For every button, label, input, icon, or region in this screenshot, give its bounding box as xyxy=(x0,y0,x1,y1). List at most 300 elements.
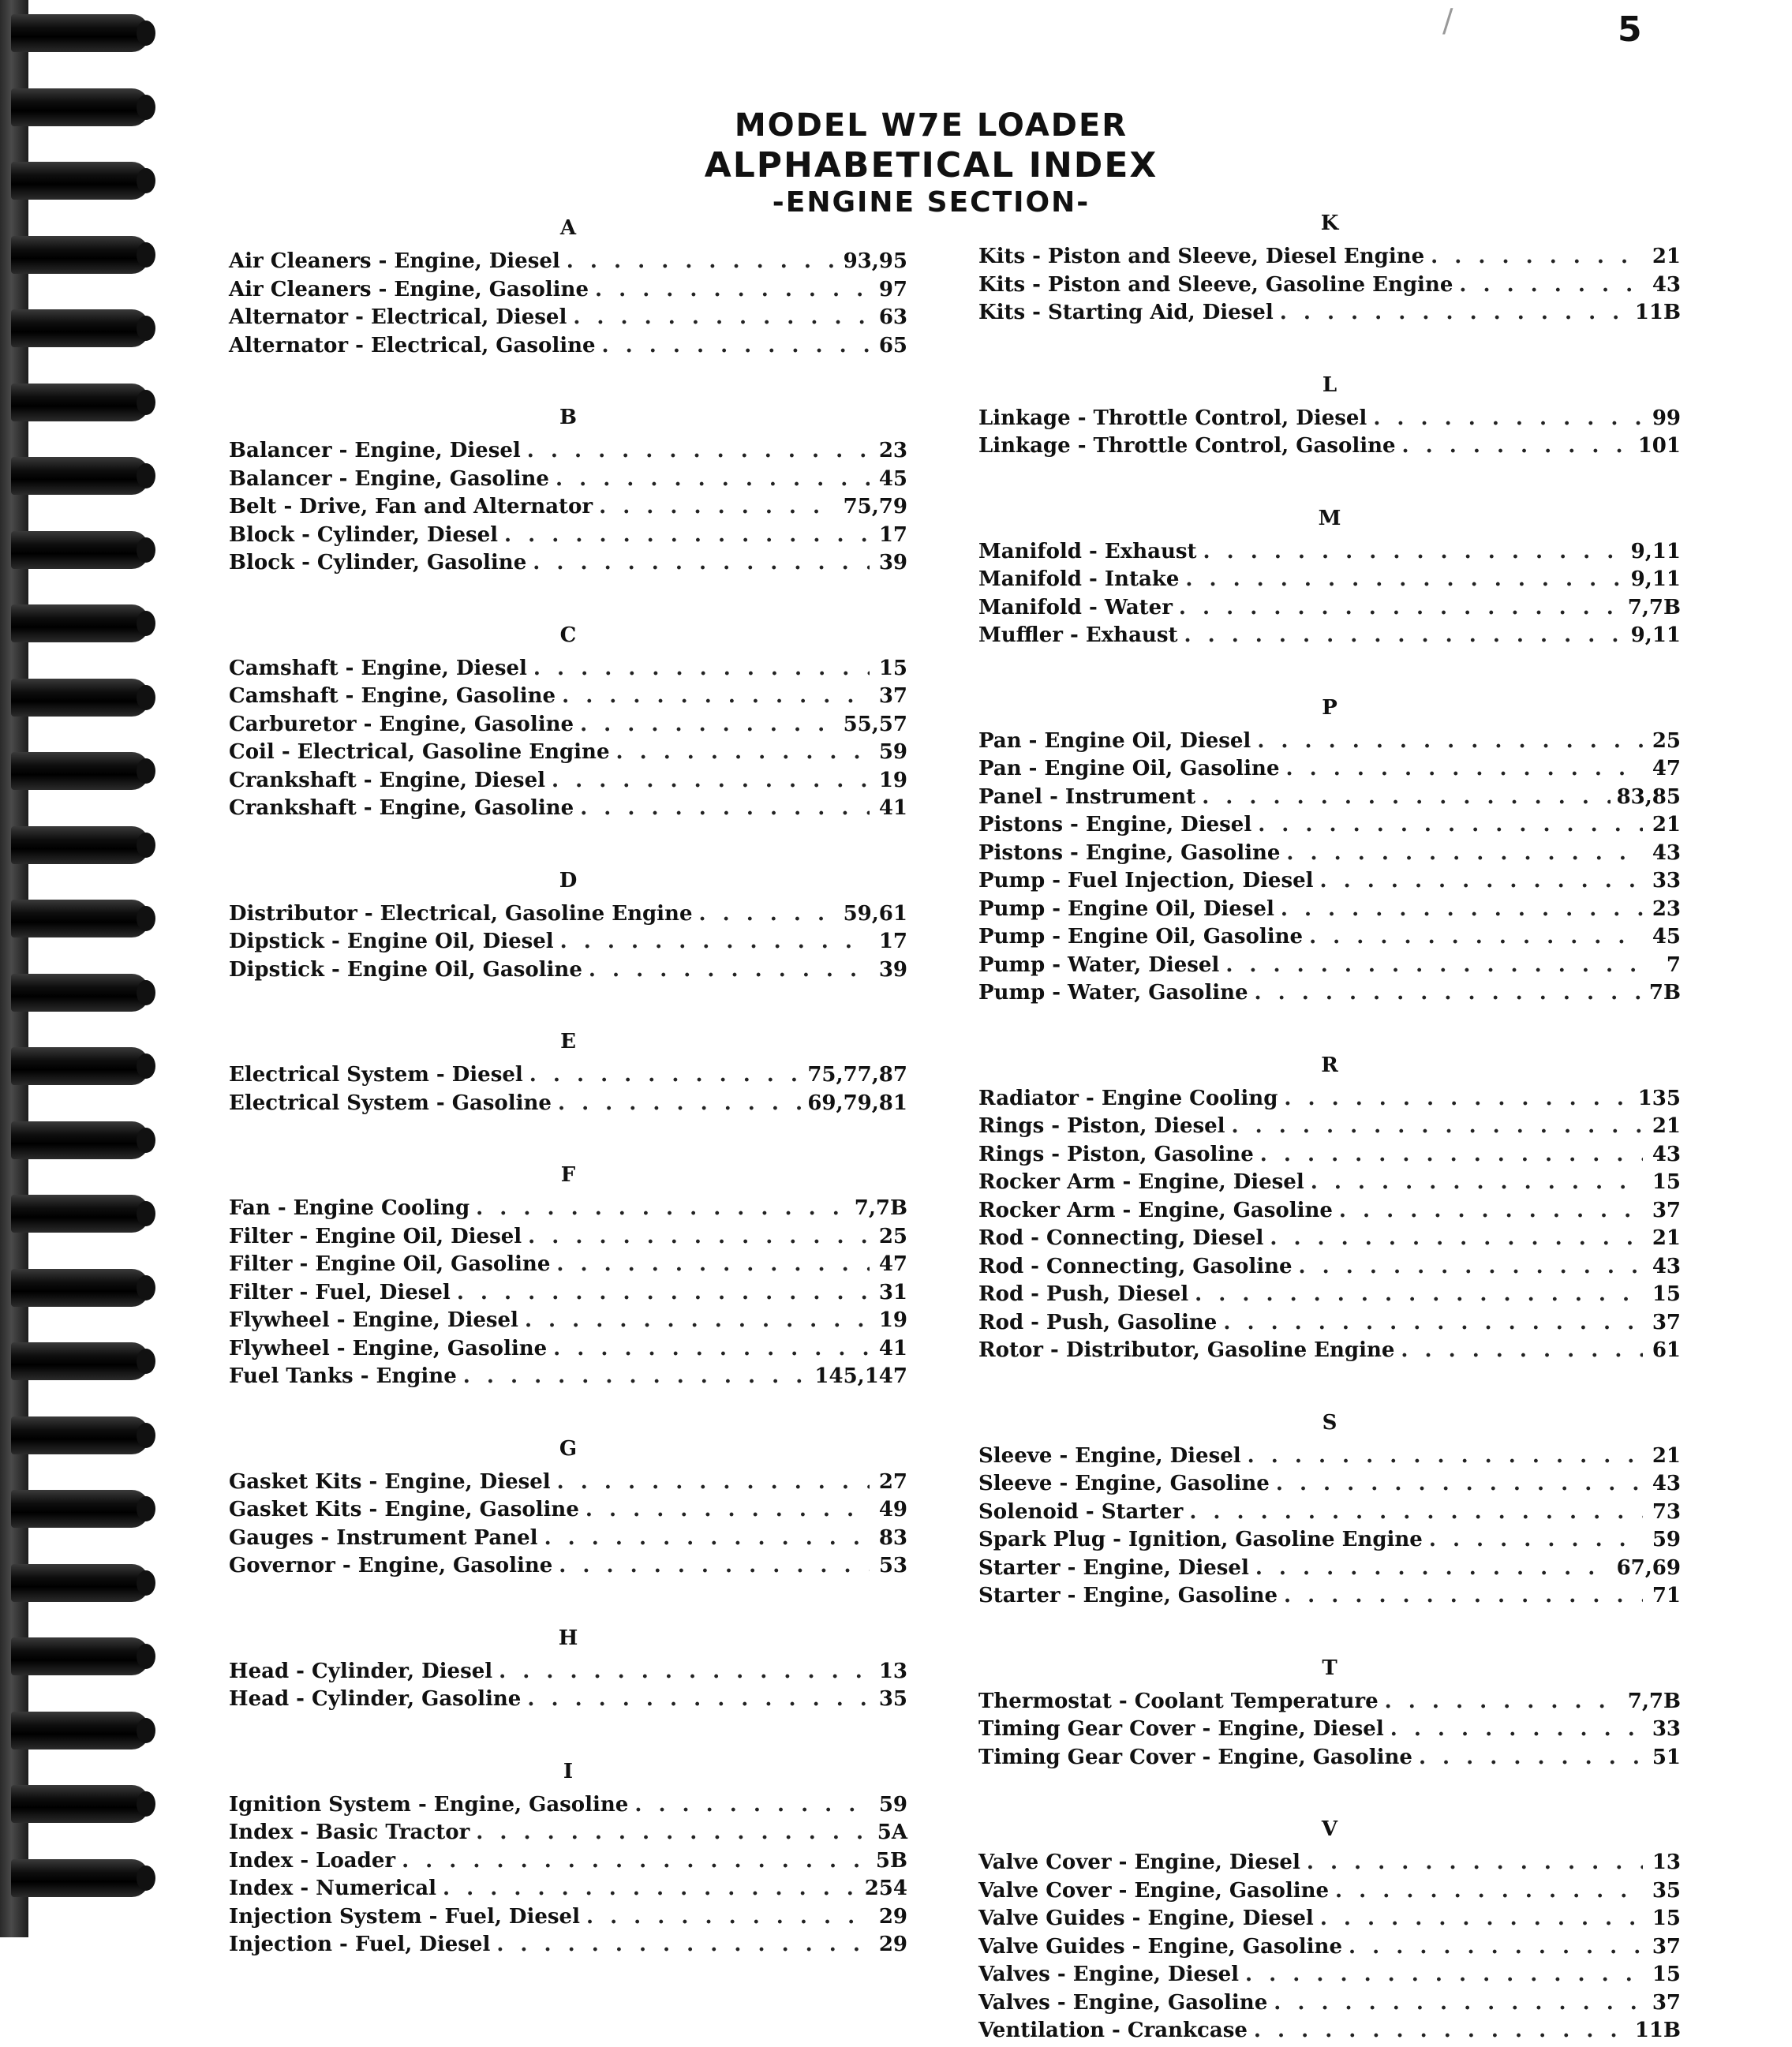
entry-pages: 9,11 xyxy=(1630,623,1681,647)
entry-label: Rod - Push, Diesel xyxy=(978,1282,1189,1306)
entry-pages: 41 xyxy=(878,796,907,820)
index-entry xyxy=(978,1556,1681,1585)
dot-leader xyxy=(552,769,870,792)
index-section xyxy=(229,1582,907,1716)
dot-leader xyxy=(580,796,870,820)
dot-leader xyxy=(602,334,870,357)
dot-leader xyxy=(553,1337,870,1360)
entry-label: Pump - Fuel Injection, Diesel xyxy=(978,869,1314,893)
index-entry xyxy=(978,1199,1681,1227)
entry-pages: 13 xyxy=(1652,1851,1681,1874)
dot-leader xyxy=(1320,869,1643,893)
index-entry xyxy=(978,1114,1681,1143)
entry-pages: 13 xyxy=(878,1659,907,1683)
entry-pages: 21 xyxy=(1652,245,1681,268)
dot-leader xyxy=(1202,785,1610,809)
index-entry xyxy=(978,785,1681,814)
index-entry xyxy=(229,1091,907,1120)
index-entry xyxy=(229,467,907,496)
entry-pages: 39 xyxy=(878,957,907,982)
index-entry xyxy=(229,1849,907,1877)
dot-leader xyxy=(634,1793,870,1817)
index-entry xyxy=(978,245,1681,273)
index-entry xyxy=(978,869,1681,897)
index-entry xyxy=(229,278,907,306)
entry-label: Rings - Piston, Gasoline xyxy=(978,1142,1254,1166)
index-section xyxy=(978,1009,1681,1367)
index-entry xyxy=(229,1821,907,1849)
entry-pages: 19 xyxy=(878,768,907,792)
index-entry xyxy=(978,406,1681,435)
dot-leader xyxy=(1248,1444,1643,1468)
index-entry xyxy=(229,1554,907,1582)
index-entry xyxy=(978,596,1681,624)
section-gap xyxy=(229,1393,907,1428)
section-letter: R xyxy=(1321,1053,1338,1077)
index-entry xyxy=(978,2019,1681,2047)
entry-label: Gasket Kits - Engine, Gasoline xyxy=(229,1498,579,1521)
entry-pages: 11B xyxy=(1634,2019,1681,2042)
entry-pages: 15 xyxy=(1652,1907,1681,1930)
index-entry xyxy=(229,713,907,741)
entry-label: Injection - Fuel, Diesel xyxy=(229,1933,491,1956)
entry-pages: 47 xyxy=(878,1252,907,1276)
index-column-right xyxy=(978,202,1681,2047)
entry-pages: 15 xyxy=(1652,1170,1681,1194)
dot-leader xyxy=(1281,897,1643,921)
entry-label: Fan - Engine Cooling xyxy=(229,1196,470,1220)
dot-leader xyxy=(402,1849,870,1873)
entry-pages: 145,147 xyxy=(814,1364,907,1388)
entry-pages: 65 xyxy=(878,333,907,357)
entry-label: Injection System - Fuel, Diesel xyxy=(229,1904,580,1929)
entry-label: Pan - Engine Oil, Gasoline xyxy=(978,757,1280,780)
dot-leader xyxy=(589,958,870,982)
entry-label: Solenoid - Starter xyxy=(978,1499,1184,1524)
index-entry xyxy=(229,1281,907,1309)
index-entry xyxy=(978,1087,1681,1115)
index-entry xyxy=(978,1472,1681,1500)
index-entry xyxy=(978,1879,1681,1907)
dot-leader xyxy=(528,1225,870,1248)
dot-leader xyxy=(496,1933,870,1956)
entry-label: Air Cleaners - Engine, Gasoline xyxy=(229,277,589,301)
section-gap xyxy=(229,579,907,614)
index-entry xyxy=(229,902,907,930)
dot-leader xyxy=(1225,953,1643,977)
entry-label: Kits - Piston and Sleeve, Gasoline Engine xyxy=(978,272,1453,297)
entry-pages: 7 xyxy=(1666,952,1681,977)
dot-leader xyxy=(529,1063,802,1087)
entry-label: Pump - Water, Gasoline xyxy=(978,981,1248,1005)
entry-pages: 41 xyxy=(878,1336,907,1360)
entry-label: Alternator - Electrical, Gasoline xyxy=(229,333,596,357)
entry-label: Valve Cover - Engine, Gasoline xyxy=(978,1878,1330,1903)
dot-leader xyxy=(1260,1143,1643,1166)
entry-pages: 53 xyxy=(878,1554,907,1577)
index-entry xyxy=(978,273,1681,301)
index-entry xyxy=(978,925,1681,953)
title-index: ALPHABETICAL INDEX xyxy=(704,145,1158,185)
dot-leader xyxy=(1255,981,1643,1005)
binding-coil xyxy=(11,1637,149,1675)
dot-leader xyxy=(1311,1170,1643,1194)
index-entry xyxy=(229,769,907,797)
index-section xyxy=(978,462,1681,652)
entry-pages: 37 xyxy=(1652,1990,1681,2015)
entry-label: Pump - Engine Oil, Gasoline xyxy=(978,925,1304,949)
entry-label: Gauges - Instrument Panel xyxy=(229,1525,538,1550)
index-entry xyxy=(978,434,1681,462)
binding-coil xyxy=(11,1712,149,1749)
entry-pages: 43 xyxy=(1652,1472,1681,1495)
section-letter: L xyxy=(1322,372,1337,397)
entry-label: Rings - Piston, Diesel xyxy=(978,1114,1225,1138)
index-section xyxy=(229,1393,907,1582)
section-gap xyxy=(978,462,1681,497)
entry-pages: 35 xyxy=(878,1687,907,1711)
index-entry xyxy=(229,334,907,362)
index-entry xyxy=(229,740,907,769)
entry-pages: 15 xyxy=(1652,1282,1681,1306)
entry-label: Sleeve - Engine, Gasoline xyxy=(978,1472,1270,1495)
entry-pages: 33 xyxy=(1652,869,1681,893)
entry-pages: 75,77,87 xyxy=(807,1063,907,1087)
entry-pages: 23 xyxy=(1652,896,1681,921)
entry-label: Electrical System - Diesel xyxy=(229,1063,523,1087)
dot-leader xyxy=(1385,1690,1622,1713)
entry-label: Block - Cylinder, Diesel xyxy=(229,522,499,547)
binding-coil xyxy=(11,88,149,126)
dot-leader xyxy=(599,495,836,518)
dot-leader xyxy=(527,439,870,462)
binding-coil xyxy=(11,384,149,421)
entry-pages: 15 xyxy=(878,656,907,680)
index-section xyxy=(229,207,907,361)
index-section xyxy=(229,361,907,579)
index-entry xyxy=(229,796,907,825)
index-entry xyxy=(978,301,1681,329)
entry-label: Belt - Drive, Fan and Alternator xyxy=(229,495,593,518)
entry-pages: 59 xyxy=(1652,1528,1681,1551)
index-entry xyxy=(229,1526,907,1555)
section-letter: C xyxy=(559,623,577,647)
index-entry xyxy=(229,1225,907,1253)
entry-label: Coil - Electrical, Gasoline Engine xyxy=(229,740,610,764)
section-gap xyxy=(229,361,907,396)
entry-pages: 37 xyxy=(1652,1934,1681,1959)
dot-leader xyxy=(699,902,837,926)
binding-coil xyxy=(11,457,149,495)
index-entry xyxy=(229,958,907,986)
binding-coil xyxy=(11,236,149,274)
dot-leader xyxy=(1189,1500,1643,1524)
dot-leader xyxy=(533,657,870,680)
index-entry xyxy=(978,1170,1681,1199)
entry-label: Valves - Engine, Gasoline xyxy=(978,1990,1268,2015)
entry-pages: 35 xyxy=(1652,1878,1681,1903)
entry-label: Balancer - Engine, Gasoline xyxy=(229,466,549,491)
entry-label: Balancer - Engine, Diesel xyxy=(229,439,521,462)
entry-label: Dipstick - Engine Oil, Gasoline xyxy=(229,957,582,982)
binding-coil xyxy=(11,604,149,642)
dot-leader xyxy=(499,1660,870,1683)
entry-label: Block - Cylinder, Gasoline xyxy=(229,551,527,574)
entry-label: Rotor - Distributor, Gasoline Engine xyxy=(978,1338,1395,1362)
dot-leader xyxy=(560,930,870,953)
dot-leader xyxy=(1459,273,1643,297)
binding-coil xyxy=(11,1416,149,1454)
index-entry xyxy=(229,1498,907,1526)
entry-pages: 83,85 xyxy=(1616,784,1681,809)
section-letter: M xyxy=(1318,506,1341,530)
index-entry xyxy=(978,757,1681,785)
entry-pages: 69,79,81 xyxy=(807,1091,907,1115)
entry-pages: 7,7B xyxy=(1627,595,1681,619)
section-letter: B xyxy=(559,406,577,429)
entry-pages: 7,7B xyxy=(1627,1689,1681,1713)
entry-label: Dipstick - Engine Oil, Diesel xyxy=(229,930,554,953)
index-entry xyxy=(978,540,1681,568)
dot-leader xyxy=(527,1687,870,1711)
section-gap xyxy=(978,1009,1681,1044)
binding-coil xyxy=(11,1490,149,1528)
entry-pages: 71 xyxy=(1652,1584,1681,1607)
index-entry xyxy=(978,567,1681,596)
entry-pages: 55,57 xyxy=(843,712,907,736)
entry-label: Rocker Arm - Engine, Diesel xyxy=(978,1170,1304,1194)
entry-pages: 15 xyxy=(1652,1963,1681,1986)
section-letter: K xyxy=(1320,211,1339,235)
index-section xyxy=(229,825,907,986)
entry-label: Linkage - Throttle Control, Gasoline xyxy=(978,434,1396,458)
entry-pages: 75,79 xyxy=(843,495,907,518)
entry-pages: 73 xyxy=(1652,1499,1681,1524)
entry-pages: 11B xyxy=(1634,301,1681,324)
entry-pages: 39 xyxy=(878,551,907,574)
entry-pages: 7B xyxy=(1648,981,1681,1005)
entry-label: Camshaft - Engine, Gasoline xyxy=(229,684,556,708)
binding-coil xyxy=(11,1342,149,1380)
entry-label: Kits - Starting Aid, Diesel xyxy=(978,301,1274,324)
index-entry xyxy=(229,1687,907,1716)
section-gap xyxy=(229,1716,907,1750)
dot-leader xyxy=(1232,1114,1643,1138)
index-entry xyxy=(978,1935,1681,1963)
section-gap xyxy=(978,652,1681,687)
entry-label: Muffler - Exhaust xyxy=(978,623,1178,647)
entry-label: Air Cleaners - Engine, Diesel xyxy=(229,249,560,273)
index-section xyxy=(978,1612,1681,1774)
entry-label: Rod - Connecting, Diesel xyxy=(978,1226,1264,1250)
dot-leader xyxy=(1349,1935,1643,1959)
dot-leader xyxy=(1254,2019,1629,2042)
binding-coil xyxy=(11,14,149,52)
index-entry xyxy=(229,657,907,685)
section-letter: I xyxy=(563,1759,574,1783)
entry-pages: 9,11 xyxy=(1630,567,1681,591)
title-section: -ENGINE SECTION- xyxy=(772,186,1091,219)
dot-leader xyxy=(1320,1907,1643,1930)
dot-leader xyxy=(1284,1584,1643,1607)
pen-mark: / xyxy=(1442,3,1453,39)
index-section xyxy=(229,1716,907,1961)
index-entry xyxy=(978,1717,1681,1746)
dot-leader xyxy=(1258,813,1643,836)
binding-coil xyxy=(11,1785,149,1823)
entry-label: Flywheel - Engine, Diesel xyxy=(229,1308,518,1332)
index-section xyxy=(978,652,1681,1009)
entry-label: Valve Guides - Engine, Diesel xyxy=(978,1907,1314,1930)
entry-pages: 99 xyxy=(1652,406,1681,430)
entry-pages: 23 xyxy=(878,439,907,462)
entry-label: Pistons - Engine, Diesel xyxy=(978,813,1252,836)
index-entry xyxy=(229,1660,907,1688)
index-entry xyxy=(229,1905,907,1933)
dot-leader xyxy=(1274,1991,1643,2015)
section-letter: E xyxy=(560,1030,576,1053)
index-entry xyxy=(978,1500,1681,1529)
binding-coil xyxy=(11,1121,149,1159)
index-section xyxy=(978,1773,1681,2047)
dot-leader xyxy=(616,740,870,764)
binding-coil xyxy=(11,1564,149,1602)
entry-label: Distributor - Electrical, Gasoline Engine xyxy=(229,901,693,926)
entry-pages: 43 xyxy=(1652,840,1681,865)
dot-leader xyxy=(533,551,870,574)
section-letter: P xyxy=(1322,695,1337,720)
dot-leader xyxy=(1307,1851,1643,1874)
index-entry xyxy=(978,1528,1681,1556)
dot-leader xyxy=(1179,596,1622,619)
section-gap xyxy=(229,986,907,1020)
entry-label: Alternator - Electrical, Diesel xyxy=(229,305,567,329)
entry-pages: 37 xyxy=(878,684,907,708)
dot-leader xyxy=(476,1821,870,1844)
entry-label: Manifold - Exhaust xyxy=(978,539,1197,563)
index-entry xyxy=(229,1877,907,1905)
section-gap xyxy=(978,1367,1681,1401)
index-entry xyxy=(978,813,1681,841)
dot-leader xyxy=(1286,841,1643,865)
dot-leader xyxy=(1184,623,1624,647)
entry-label: Gasket Kits - Engine, Diesel xyxy=(229,1469,551,1494)
entry-pages: 51 xyxy=(1652,1745,1681,1769)
entry-pages: 45 xyxy=(1652,925,1681,949)
binding-coil xyxy=(11,679,149,717)
entry-label: Rocker Arm - Engine, Gasoline xyxy=(978,1198,1333,1222)
entry-pages: 29 xyxy=(878,1933,907,1956)
section-gap xyxy=(978,1773,1681,1808)
entry-label: Valve Cover - Engine, Diesel xyxy=(978,1851,1300,1874)
entry-pages: 135 xyxy=(1637,1086,1681,1110)
entry-label: Rod - Push, Gasoline xyxy=(978,1310,1218,1334)
index-entry xyxy=(978,953,1681,982)
entry-pages: 33 xyxy=(1652,1717,1681,1741)
entry-pages: 254 xyxy=(864,1877,907,1900)
index-entry xyxy=(978,981,1681,1009)
entry-label: Starter - Engine, Gasoline xyxy=(978,1584,1278,1607)
entry-label: Kits - Piston and Sleeve, Diesel Engine xyxy=(978,245,1425,268)
entry-label: Timing Gear Cover - Engine, Diesel xyxy=(978,1717,1384,1741)
dot-leader xyxy=(1339,1199,1643,1222)
index-entry xyxy=(978,841,1681,870)
dot-leader xyxy=(1195,1282,1643,1306)
section-letter: D xyxy=(559,868,578,893)
binding-coil xyxy=(11,826,149,864)
dot-leader xyxy=(1299,1255,1643,1278)
dot-leader xyxy=(1257,729,1643,753)
entry-pages: 31 xyxy=(878,1280,907,1304)
entry-label: Electrical System - Gasoline xyxy=(229,1091,552,1115)
entry-pages: 29 xyxy=(878,1904,907,1929)
binding-coil xyxy=(11,531,149,569)
entry-pages: 49 xyxy=(878,1498,907,1521)
entry-pages: 19 xyxy=(878,1308,907,1332)
index-entry xyxy=(978,1444,1681,1473)
dot-leader xyxy=(1203,540,1625,563)
entry-label: Carburetor - Engine, Gasoline xyxy=(229,712,574,736)
dot-leader xyxy=(1223,1311,1643,1334)
index-entry xyxy=(978,1143,1681,1171)
entry-pages: 7,7B xyxy=(854,1196,907,1220)
entry-pages: 43 xyxy=(1652,272,1681,297)
dot-leader xyxy=(504,523,870,547)
dot-leader xyxy=(1245,1963,1643,1986)
dot-leader xyxy=(1429,1528,1643,1551)
entry-pages: 5B xyxy=(875,1848,907,1873)
index-entry xyxy=(229,1470,907,1499)
entry-label: Index - Loader xyxy=(229,1848,396,1873)
dot-leader xyxy=(558,1091,801,1115)
entry-pages: 47 xyxy=(1652,757,1681,780)
entry-label: Head - Cylinder, Diesel xyxy=(229,1659,493,1683)
entry-label: Thermostat - Coolant Temperature xyxy=(978,1689,1379,1713)
dot-leader xyxy=(1401,1338,1643,1362)
binding-coil xyxy=(11,974,149,1012)
index-section xyxy=(229,1119,907,1393)
entry-pages: 21 xyxy=(1652,1443,1681,1468)
entry-label: Fuel Tanks - Engine xyxy=(229,1364,457,1388)
dot-leader xyxy=(556,467,870,491)
entry-pages: 21 xyxy=(1652,813,1681,836)
dot-leader xyxy=(1402,434,1632,458)
entry-label: Filter - Engine Oil, Gasoline xyxy=(229,1252,551,1276)
index-entry xyxy=(229,1337,907,1365)
entry-label: Panel - Instrument xyxy=(978,784,1196,809)
entry-label: Pump - Engine Oil, Diesel xyxy=(978,896,1274,921)
index-entry xyxy=(229,249,907,278)
dot-leader xyxy=(457,1281,870,1304)
binding-coil xyxy=(11,1269,149,1307)
dot-leader xyxy=(1390,1717,1643,1741)
dot-leader xyxy=(580,713,837,736)
dot-leader xyxy=(1373,406,1643,430)
section-letter: F xyxy=(560,1163,576,1187)
dot-leader xyxy=(556,1252,870,1276)
dot-leader xyxy=(586,1905,870,1929)
index-entry xyxy=(229,523,907,552)
dot-leader xyxy=(567,249,837,273)
index-entry xyxy=(229,439,907,467)
index-entry xyxy=(978,1255,1681,1283)
entry-pages: 21 xyxy=(1652,1114,1681,1138)
dot-leader xyxy=(1270,1226,1643,1250)
dot-leader xyxy=(443,1877,859,1900)
index-section xyxy=(229,579,907,825)
dot-leader xyxy=(1309,925,1643,949)
dot-leader xyxy=(476,1196,848,1220)
